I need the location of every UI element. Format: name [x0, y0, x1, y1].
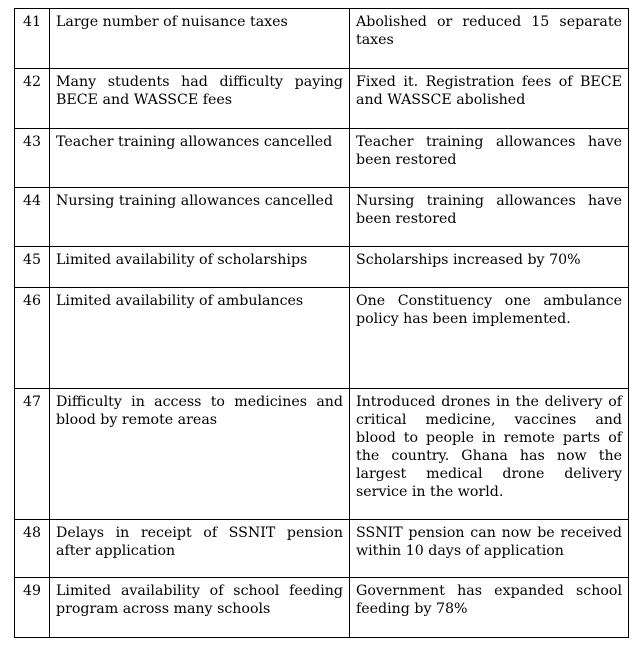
row-number: 46: [15, 288, 50, 389]
solution-cell: Teacher training allowances have been restored: [350, 129, 629, 188]
table-row: [15, 129, 629, 188]
row-number: 44: [15, 188, 50, 247]
problem-cell: Limited availability of ambulances: [50, 288, 350, 389]
problem-cell: Many students had difficulty paying BECE and WASSCE fees: [50, 69, 350, 129]
solution-cell: SSNIT pension can now be received within 10 days of application: [350, 520, 629, 578]
problem-cell: Difficulty in access to medicines and blood by remote areas: [50, 389, 350, 520]
solution-cell: Nursing training allowances have been restored: [350, 188, 629, 247]
problem-cell: Large number of nuisance taxes: [50, 9, 350, 69]
solution-cell: Abolished or reduced 15 separate taxes: [350, 9, 629, 69]
problem-cell: Nursing training allowances cancelled: [50, 188, 350, 247]
row-number: 41: [15, 9, 50, 69]
table-row: [15, 520, 629, 578]
solution-cell: Scholarships increased by 70%: [350, 247, 629, 288]
row-number: 43: [15, 129, 50, 188]
solution-cell: Introduced drones in the delivery of critical medicine, vaccines and blood to people in remote parts of the country. Ghana has now the largest medical drone delivery service in the world.: [350, 389, 629, 520]
table-row: [15, 389, 629, 520]
table-row: [15, 9, 629, 69]
row-number: 47: [15, 389, 50, 520]
problem-cell: Teacher training allowances cancelled: [50, 129, 350, 188]
row-number: 48: [15, 520, 50, 578]
problem-cell: Delays in receipt of SSNIT pension after application: [50, 520, 350, 578]
solution-cell: Government has expanded school feeding by 78%: [350, 578, 629, 638]
problem-cell: Limited availability of scholarships: [50, 247, 350, 288]
table-row: [15, 188, 629, 247]
problem-cell: Limited availability of school feeding program across many schools: [50, 578, 350, 638]
achievements-table: [14, 8, 629, 638]
row-number: 49: [15, 578, 50, 638]
table-row: [15, 288, 629, 389]
table-row: [15, 578, 629, 638]
solution-cell: One Constituency one ambulance policy has been implemented.: [350, 288, 629, 389]
table-row: [15, 69, 629, 129]
row-number: 45: [15, 247, 50, 288]
solution-cell: Fixed it. Registration fees of BECE and WASSCE abolished: [350, 69, 629, 129]
row-number: 42: [15, 69, 50, 129]
table-row: [15, 247, 629, 288]
